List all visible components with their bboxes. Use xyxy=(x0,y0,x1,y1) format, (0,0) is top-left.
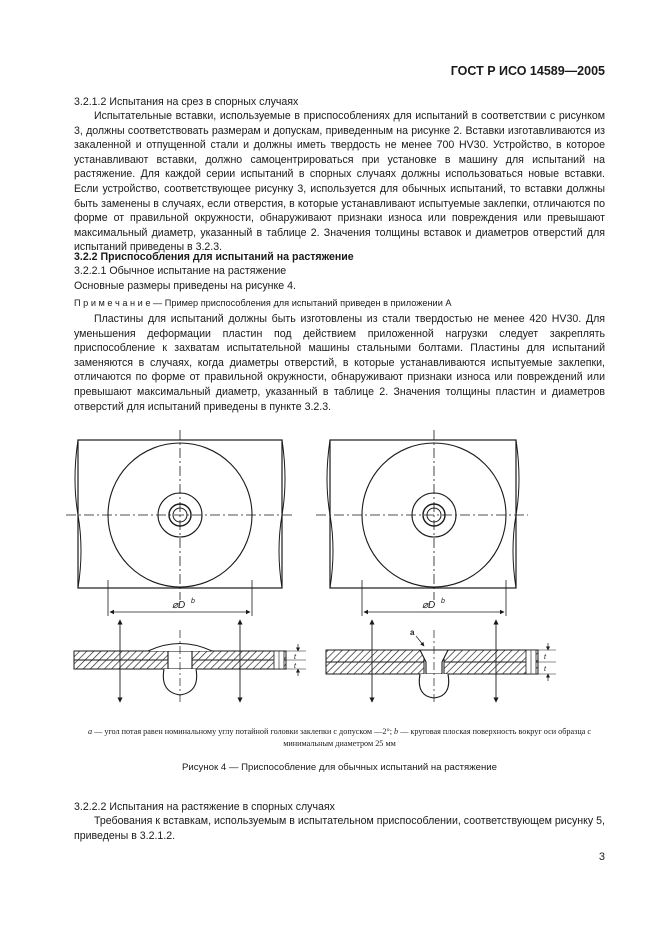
legend-b-text: — круговая плоская поверхность вокруг оси образца с минимальным диаметром 25 мм xyxy=(283,727,592,748)
figure-4-drawing xyxy=(60,430,605,722)
section-3-2-2-1-body: Основные размеры приведены на рисунке 4. xyxy=(74,280,296,292)
legend-a-text: — угол потая равен номинальному углу потайной головки заклепки с допуском —2°; xyxy=(92,727,395,736)
left-plan-view xyxy=(66,430,292,600)
section-3-2-1-2-body: Испытательные вставки, используемые в приспособлениях для испытаний в соответствии с рисунком 3, должны соответствовать размерам и допускам, приведенным на рисунке 2. Вставки изготавливаются из закаленной и отпущенной стали и должны иметь твердость не менее 700 HV30. Устройство, в которое устанавливают вставки, должно самоцентрироваться при установке в машину для испытаний на растяжение. Для каждой серии испытаний в спорных случаях должны использоваться новые вставки. Если устройство, соответствующее рисунку 3, используется для обычных испытаний, то вставки должны быть заменены в случаях, если отверстия, в которые устанавливают испытуемые заклепки, отличаются по форме от правильной окружности, обнаруживают признаки износа или повреждения или превышают максимальный диаметр, указанный в таблице 2. Значения толщины вставок и диаметров отверстий для испытаний приведены в 3.2.3. xyxy=(74,110,605,254)
left-diameter-sup: b xyxy=(191,598,195,605)
figure-legend xyxy=(74,726,605,750)
marker-a: a xyxy=(410,628,415,637)
right-t-label-2: t xyxy=(544,666,546,673)
right-diameter-sup: b xyxy=(441,598,445,605)
right-t-label-1: t xyxy=(544,654,546,661)
right-diameter-label: ⌀D xyxy=(422,600,436,611)
page-number: 3 xyxy=(598,851,605,863)
section-3-2-2-1-title: 3.2.2.1 Обычное испытание на растяжение xyxy=(74,265,287,277)
legend-a-symbol: a xyxy=(87,727,93,736)
section-3-2-2-title: 3.2.2 Приспособления для испытаний на растяжение xyxy=(74,251,354,263)
section-3-2-2-2-body: Требования к вставкам, используемым в испытательном приспособлении, соответствующем рисунку 5, приведены в 3.2.1.2. xyxy=(74,815,605,842)
left-t-label-2: t xyxy=(294,663,296,670)
section-3-2-2-2-title: 3.2.2.2 Испытания на растяжение в спорных случаях xyxy=(74,801,335,813)
document-header-code: ГОСТ Р ИСО 14589—2005 xyxy=(450,64,605,78)
left-diameter-label: ⌀D xyxy=(172,600,186,611)
figure-caption: Рисунок 4 — Приспособление для обычных испытаний на растяжение xyxy=(181,762,497,773)
right-section-view xyxy=(326,620,556,702)
right-plan-view xyxy=(316,430,528,600)
left-section-view xyxy=(74,620,306,702)
section-3-2-1-2-title: 3.2.1.2 Испытания на срез в спорных случаях xyxy=(74,96,299,108)
left-t-label-1: t xyxy=(294,654,296,661)
note-label: П р и м е ч а н и е xyxy=(74,298,151,308)
note xyxy=(74,296,605,311)
note-text: — Пример приспособления для испытаний приведен в приложении А xyxy=(150,298,452,308)
legend-b-symbol: b xyxy=(394,727,399,736)
section-3-2-2-body: Пластины для испытаний должны быть изготовлены из стали твердостью не менее 420 HV30. Для уменьшения деформации пластин под действием приложенной нагрузки следует закреплять приспособление к захватам испытательной машины стальными болтами. Пластины для испытаний заменяются в случаях, когда диаметры отверстий, в которые устанавливаются испытуемые заклепки, отличаются по форме от правильной окружности, обнаруживают признаки износа или повреждений или превышают максимальный диаметр, указанный в таблице 2. Значения толщины пластин и диаметров отверстий для испытаний приведены в пункте 3.2.3. xyxy=(74,313,605,413)
